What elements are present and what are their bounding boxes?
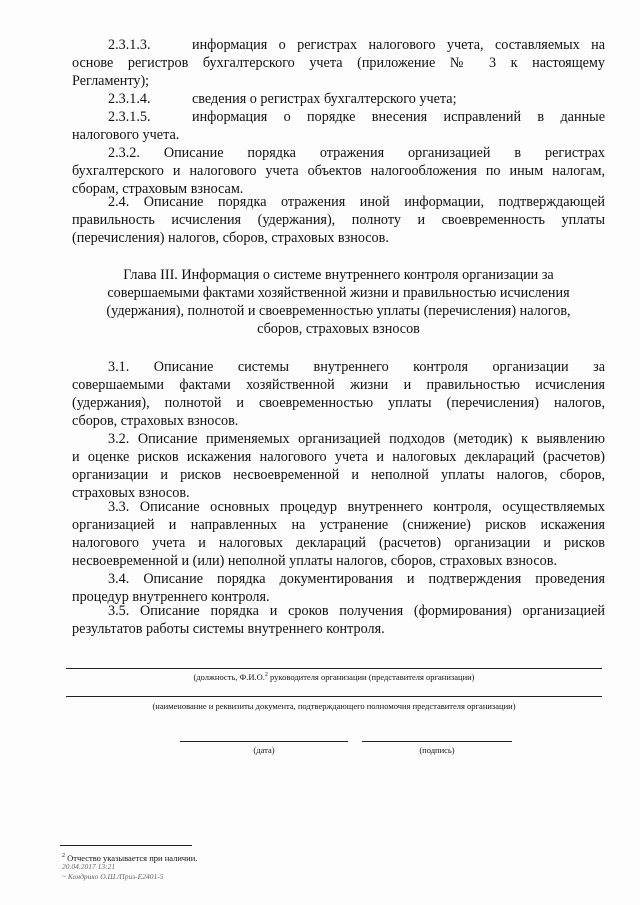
print-stamp-ref: ~ Кондрико О.Ш./Приз-Е2401-5 (62, 872, 164, 881)
footnote-ref: 2 (264, 672, 268, 678)
item-2-3-2 (72, 144, 605, 198)
chapter-heading (72, 266, 605, 338)
section-text-line: и оценке рисков искажения налогового учета и налоговых деклараций (расчетов) (72, 449, 605, 465)
section-3-1 (72, 358, 605, 430)
section-text-line: 3.1. Описание системы внутреннего контроля организации за (108, 359, 605, 375)
section-text-line: 3.5. Описание порядка и сроков получения (формирования) организацией (108, 603, 605, 619)
footnote-mark: 2 (62, 853, 65, 859)
section-text-line: процедур внутреннего контроля. (72, 589, 270, 605)
item-text-line: (перечисления) налогов, сборов, страховых взносов. (72, 230, 389, 246)
date-line (180, 741, 348, 742)
item-2-4 (72, 193, 605, 247)
item-text-line: сведения о регистрах бухгалтерского учета; (192, 91, 457, 107)
item-2-3-1-4 (108, 90, 605, 108)
chapter-heading-line: сборов, страховых взносов (257, 321, 420, 337)
item-2-3-1-5-first-line (72, 108, 605, 126)
item-text-line: налогового учета. (72, 127, 180, 143)
chapter-heading-line: (удержания), полнотой и своевременностью уплаты (перечисления) налогов, (106, 303, 571, 319)
section-3-3 (72, 498, 605, 570)
section-text-line: 3.3. Описание основных процедур внутреннего контроля, осуществляемых (108, 499, 605, 515)
item-text-line: 2.4. Описание порядка отражения иной информации, подтверждающей (108, 194, 605, 210)
item-text-line: информация о порядке внесения исправлений в данные (192, 109, 605, 125)
item-text-line: правильность исчисления (удержания), полноту и своевременность уплаты (72, 212, 605, 228)
item-number: 2.3.1.5. (108, 109, 151, 125)
section-text-line: несвоевременной и (или) неполной уплаты налогов, сборов, страховых взносов. (72, 553, 558, 569)
section-text-line: совершаемыми фактами хозяйственной жизни и правильностью исчисления (72, 377, 605, 393)
item-2-3-1-3 (72, 36, 605, 90)
signature-line (362, 741, 512, 742)
section-text-line: (удержания), полнотой и своевременностью уплаты (перечисления) налогов, (72, 395, 605, 411)
item-text-line: 2.3.2. Описание порядка отражения организацией в регистрах (108, 145, 605, 161)
section-text-line: сборов, страховых взносов. (72, 413, 239, 429)
position-caption-text: руководителя организации (представителя организации) (267, 671, 475, 682)
date-caption: (дата) (253, 745, 275, 755)
footnote-separator (60, 845, 192, 846)
position-caption-text: (должность, Ф.И.О. (193, 671, 265, 682)
item-text-line: Регламенту); (72, 73, 150, 89)
item-2-3-1-3-first-line (72, 36, 605, 54)
print-stamp-date: 20.04.2017 13:21 (62, 862, 116, 871)
section-3-5 (72, 602, 605, 638)
section-text-line: 3.2. Описание применяемых организацией подходов (методик) к выявлению (108, 431, 605, 447)
item-text-line: основе регистров бухгалтерского учета (приложение № 3 к настоящему (72, 55, 605, 71)
section-text-line: организацией и направленных на устранение (снижение) рисков искажения (72, 517, 605, 533)
section-text-line: страховых взносов. (72, 485, 190, 501)
section-text-line: организации и рисков несвоевременной и неполной уплаты налогов, сборов, (72, 467, 605, 483)
section-text-line: налогового учета и налоговых деклараций (расчетов) организации и рисков (72, 535, 605, 551)
document-details-caption: (наименование и реквизиты документа, подтверждающего полномочия представителя организации) (152, 701, 516, 711)
section-3-4 (72, 570, 605, 606)
section-3-2 (72, 430, 605, 502)
item-text-line: информация о регистрах налогового учета, составляемых на (192, 37, 605, 53)
footnote-text: Отчество указывается при наличии. (65, 852, 198, 863)
signature-caption: (подпись) (419, 745, 455, 755)
position-name-caption (66, 670, 602, 682)
item-text-line: бухгалтерского и налогового учета объектов налогообложения по иным налогам, (72, 163, 605, 179)
item-number: 2.3.1.4. (108, 91, 151, 107)
chapter-heading-line: совершаемыми фактами хозяйственной жизни и правильностью исчисления (107, 285, 570, 301)
chapter-heading-line: Глава III. Информация о системе внутреннего контроля организации за (123, 267, 554, 283)
section-text-line: 3.4. Описание порядка документирования и подтверждения проведения (108, 571, 605, 587)
section-text-line: результатов работы системы внутреннего контроля. (72, 621, 385, 637)
position-name-line (66, 668, 602, 669)
item-2-3-1-5 (72, 108, 605, 144)
document-details-line (66, 696, 602, 697)
item-text-line: сборам, страховым взносам. (72, 181, 244, 197)
item-number: 2.3.1.3. (108, 37, 151, 53)
